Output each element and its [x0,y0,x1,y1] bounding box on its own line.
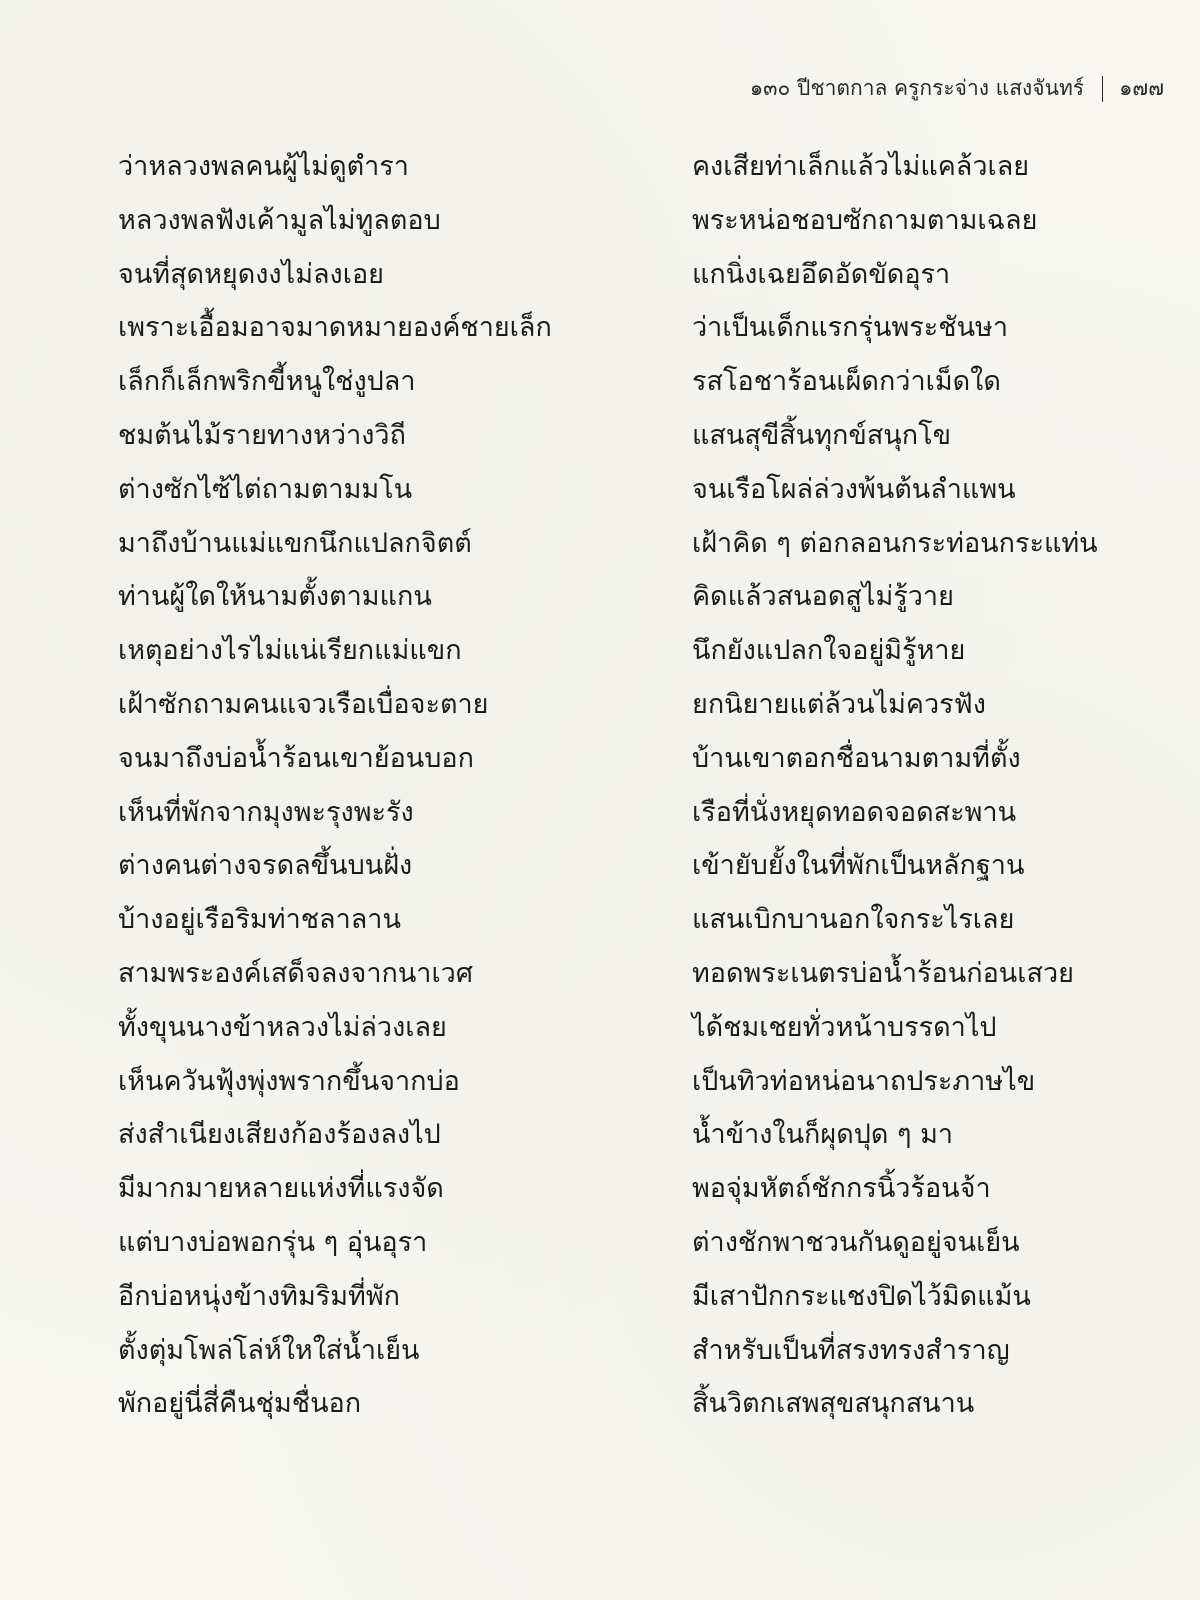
couplet-row [0,355,1200,409]
verse-first-line: อีกบ่อหนุ่งข้างทิมริมที่พัก [118,1280,400,1312]
couplet-row [0,301,1200,355]
couplet-row [0,839,1200,893]
couplet-row [0,140,1200,194]
header-divider [1102,76,1103,102]
couplet-row [0,517,1200,571]
verse-first-line: เหตุอย่างไรไม่แน่เรียกแม่แขก [118,635,462,667]
verse-first-line: ท่านผู้ใดให้นามตั้งตามแกน [118,581,432,613]
verse-second-line: แกนิ่งเฉยอึดอัดขัดอุรา [692,258,951,290]
couplet-row [0,1216,1200,1270]
verse-second-line: น้ำข้างในก็ผุดปุด ๆ มา [692,1119,954,1151]
verse-first-line: จนมาถึงบ่อน้ำร้อนเขาย้อนบอก [118,742,474,774]
verse-first-line: ต่างคนต่างจรดลขึ้นบนฝั่ง [118,850,413,882]
verse-first-line: แต่บางบ่อพอกรุ่น ๆ อุ่นอุรา [118,1226,428,1258]
verse-second-line: แสนเบิกบานอกใจกระไรเลย [692,904,1015,936]
couplet-row [0,786,1200,840]
verse-second-line: จนเรือโผล่ล่วงพ้นต้นลำแพน [692,473,1016,505]
verse-first-line: ต่างซักไซ้ไต่ถามตามมโน [118,473,413,505]
couplet-row [0,732,1200,786]
verse-second-line: สิ้นวิตกเสพสุขสนุกสนาน [692,1388,975,1420]
couplet-row [0,1055,1200,1109]
verse-second-line: เป็นทิวท่อหน่อนาถประภาษไข [692,1065,1036,1097]
verse-second-line: พระหน่อชอบซักถามตามเฉลย [692,204,1038,236]
verse-second-line: แสนสุขีสิ้นทุกข์สนุกโข [692,419,952,451]
verse-first-line: ชมต้นไม้รายทางหว่างวิถี [118,419,406,451]
verse-second-line: เฝ้าคิด ๆ ต่อกลอนกระท่อนกระแท่น [692,527,1098,559]
verse-first-line: เห็นควันฟุ้งพุ่งพรากขึ้นจากบ่อ [118,1065,460,1097]
couplet-row [0,678,1200,732]
couplet-row [0,248,1200,302]
verse-first-line: ทั้งขุนนางข้าหลวงไม่ล่วงเลย [118,1011,447,1043]
couplet-row [0,1108,1200,1162]
verse-first-line: สามพระองค์เสด็จลงจากนาเวศ [118,957,473,989]
verse-second-line: คงเสียท่าเล็กแล้วไม่แคล้วเลย [692,151,1030,182]
verse-first-line: ตั้งตุ่มโพล่โล่ห์ใหใส่น้ำเย็น [118,1334,420,1366]
verse-first-line: ว่าหลวงพลคนผู้ไม่ดูตำรา [118,151,409,182]
verse-second-line: พอจุ่มหัตถ์ชักกรนิ้วร้อนจ้า [692,1173,991,1205]
verse-first-line: เพราะเอื้อมอาจมาดหมายองค์ชายเล็ก [118,312,552,344]
verse-second-line: บ้านเขาตอกชื่อนามตามที่ตั้ง [692,742,1021,774]
couplet-row [0,409,1200,463]
page-number: ๑๗๗ [1119,76,1164,100]
verse-first-line: จนที่สุดหยุดงงไม่ลงเอย [118,258,384,290]
verse-second-line: ว่าเป็นเด็กแรกรุ่นพระชันษา [692,312,1009,344]
verse-first-line: เห็นที่พักจากมุงพะรุงพะรัง [118,796,414,828]
verse-second-line: มีเสาปักกระแชงปิดไว้มิดแม้น [692,1280,1031,1312]
verse-second-line: ทอดพระเนตรบ่อน้ำร้อนก่อนเสวย [692,957,1074,989]
couplet-row [0,463,1200,517]
couplet-row [0,893,1200,947]
verse-first-line: หลวงพลฟังเค้ามูลไม่ทูลตอบ [118,204,441,236]
couplet-row [0,194,1200,248]
couplet-row [0,1324,1200,1378]
couplet-row [0,1377,1200,1431]
verse-first-line: มาถึงบ้านแม่แขกนึกแปลกจิตต์ [118,527,472,559]
verse-second-line: เรือที่นั่งหยุดทอดจอดสะพาน [692,796,1017,828]
verse-second-line: คิดแล้วสนอดสูไม่รู้วาย [692,581,954,613]
verse-second-line: สำหรับเป็นที่สรงทรงสำราญ [692,1334,1010,1366]
verse-second-line: เข้ายับยั้งในที่พักเป็นหลักฐาน [692,850,1025,882]
running-header [750,72,1164,105]
verse-second-line: ต่างชักพาชวนกันดูอยู่จนเย็น [692,1226,1020,1258]
couplet-row [0,1270,1200,1324]
couplet-row [0,1001,1200,1055]
verse-second-line: ได้ชมเชยทั่วหน้าบรรดาไป [692,1011,997,1043]
verse-second-line: นึกยังแปลกใจอยู่มิรู้หาย [692,635,966,667]
couplet-row [0,570,1200,624]
poem-body [0,140,1200,1431]
couplet-row [0,1162,1200,1216]
verse-first-line: พักอยู่นี่สี่คืนชุ่มชื่นอก [118,1388,362,1420]
verse-first-line: เล็กก็เล็กพริกขี้หนูใช่งูปลา [118,366,416,398]
verse-first-line: เฝ้าซักถามคนแจวเรือเบื่อจะตาย [118,688,489,720]
couplet-row [0,624,1200,678]
couplet-row [0,947,1200,1001]
verse-first-line: บ้างอยู่เรือริมท่าชลาลาน [118,904,401,936]
running-header-title: ๑๓๐ ปีชาตกาล ครูกระจ่าง แสงจันทร์ [749,76,1085,100]
verse-second-line: ยกนิยายแต่ล้วนไม่ควรฟัง [692,688,986,720]
verse-first-line: มีมากมายหลายแห่งที่แรงจัด [118,1173,444,1205]
verse-first-line: ส่งสำเนียงเสียงก้องร้องลงไป [118,1119,441,1151]
verse-second-line: รสโอชาร้อนเผ็ดกว่าเม็ดใด [692,366,1001,398]
